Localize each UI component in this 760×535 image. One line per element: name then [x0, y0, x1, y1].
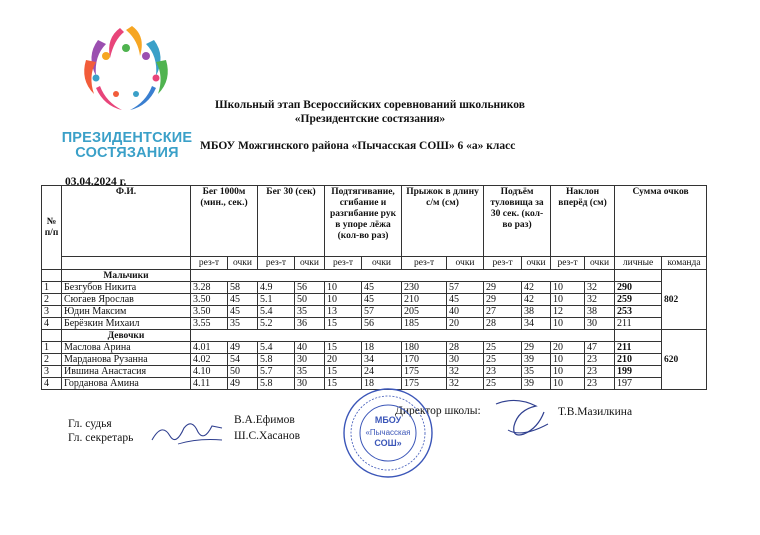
cell: 10 [551, 354, 585, 366]
cell: 5.1 [258, 294, 295, 306]
row-name: Марданова Рузанна [62, 354, 191, 366]
subheader-pts: очки [362, 257, 402, 270]
logo-line-2: СОСТЯЗАНИЯ [75, 145, 179, 161]
cell: 175 [402, 378, 447, 390]
group-label: Мальчики [62, 270, 191, 282]
cell: 45 [362, 282, 402, 294]
cell: 20 [551, 342, 585, 354]
group-label: Девочки [62, 330, 191, 342]
group-cell-blank [42, 270, 62, 282]
cell: 20 [325, 354, 362, 366]
cell: 40 [447, 306, 484, 318]
subheader-pts: очки [447, 257, 484, 270]
cell: 30 [585, 318, 615, 330]
cell: 39 [522, 354, 551, 366]
cell: 3.28 [191, 282, 228, 294]
cell: 32 [585, 294, 615, 306]
title-line-1: Школьный этап Всероссийских соревнований школьников [215, 99, 525, 111]
cell: 30 [295, 378, 325, 390]
cell: 28 [484, 318, 522, 330]
cell: 34 [362, 354, 402, 366]
director-label: Директор школы: [395, 405, 481, 417]
header-situp: Подъём туловища за 30 сек. (кол-во раз) [484, 186, 551, 257]
cell: 23 [585, 354, 615, 366]
subheader-pts: очки [585, 257, 615, 270]
cell: 3.50 [191, 306, 228, 318]
row-num: 2 [42, 354, 62, 366]
cell: 30 [295, 354, 325, 366]
cell: 10 [325, 294, 362, 306]
cell: 56 [362, 318, 402, 330]
cell: 32 [447, 366, 484, 378]
cell: 49 [228, 378, 258, 390]
row-num: 2 [42, 294, 62, 306]
subheader-pts: очки [228, 257, 258, 270]
cell: 58 [228, 282, 258, 294]
cell: 180 [402, 342, 447, 354]
cell: 10 [551, 294, 585, 306]
group-row-boys [42, 270, 707, 282]
cell: 5.2 [258, 318, 295, 330]
cell: 10 [551, 366, 585, 378]
cell: 170 [402, 354, 447, 366]
subheader-res: рез-т [258, 257, 295, 270]
cell: 5.8 [258, 378, 295, 390]
cell: 18 [362, 378, 402, 390]
judge-name: В.А.Ефимов [234, 414, 295, 426]
subheader-blank [62, 257, 191, 270]
subheader-pts: очки [522, 257, 551, 270]
stamp-line-2: «Пычасская [365, 428, 411, 437]
cell: 28 [447, 342, 484, 354]
cell: 35 [295, 366, 325, 378]
row-name: Ившина Анастасия [62, 366, 191, 378]
subheader-res: рез-т [551, 257, 585, 270]
group-cell-blank [42, 330, 62, 342]
judge-label: Гл. судья [68, 418, 112, 430]
secretary-label: Гл. секретарь [68, 432, 134, 444]
team-total: 620 [662, 330, 707, 390]
cell: 40 [295, 342, 325, 354]
cell: 57 [447, 282, 484, 294]
school-stamp [342, 387, 434, 479]
cell: 32 [585, 282, 615, 294]
row-num: 4 [42, 318, 62, 330]
table-row [42, 354, 707, 366]
cell: 10 [551, 282, 585, 294]
cell: 38 [522, 306, 551, 318]
cell: 54 [228, 354, 258, 366]
group-cell-blank [615, 270, 662, 282]
cell: 42 [522, 294, 551, 306]
cell: 4.9 [258, 282, 295, 294]
cell: 210 [402, 294, 447, 306]
row-num: 1 [42, 282, 62, 294]
header-name: Ф.И. [62, 186, 191, 257]
school-title: МБОУ Можгинского района «Пычасская СОШ» 6 «а» класс [200, 140, 516, 152]
personal-sum: 211 [615, 318, 662, 330]
subheader-row [42, 257, 707, 270]
date: 03.04.2024 г. [65, 176, 127, 188]
cell: 47 [585, 342, 615, 354]
group-cell-blank [191, 330, 615, 342]
logo-line-1: ПРЕЗИДЕНТСКИЕ [61, 130, 193, 146]
cell: 57 [362, 306, 402, 318]
cell: 32 [447, 378, 484, 390]
cell: 29 [522, 342, 551, 354]
cell: 30 [447, 354, 484, 366]
director-name: Т.В.Мазилкина [558, 406, 633, 418]
cell: 5.8 [258, 354, 295, 366]
cell: 3.55 [191, 318, 228, 330]
header-jump: Прыжок в длину с/м (см) [402, 186, 484, 257]
subheader-pts: очки [295, 257, 325, 270]
group-row-girls [42, 330, 707, 342]
header-row [42, 186, 707, 257]
cell: 45 [447, 294, 484, 306]
cell: 4.10 [191, 366, 228, 378]
cell: 35 [228, 318, 258, 330]
cell: 3.50 [191, 294, 228, 306]
cell: 15 [325, 318, 362, 330]
cell: 42 [522, 282, 551, 294]
secretary-name: Ш.С.Хасанов [234, 430, 301, 442]
judge-signature [148, 418, 228, 448]
cell: 35 [522, 366, 551, 378]
cell: 39 [522, 378, 551, 390]
cell: 45 [228, 306, 258, 318]
cell: 10 [551, 318, 585, 330]
cell: 35 [295, 306, 325, 318]
cell: 12 [551, 306, 585, 318]
row-name: Берёзкин Михаил [62, 318, 191, 330]
table-row [42, 366, 707, 378]
stamp-line-3: СОШ» [374, 438, 402, 448]
header-run-1000: Бег 1000м (мин., сек.) [191, 186, 258, 257]
cell: 15 [325, 366, 362, 378]
subheader-res: рез-т [484, 257, 522, 270]
table-row [42, 318, 707, 330]
cell: 175 [402, 366, 447, 378]
personal-sum: 253 [615, 306, 662, 318]
row-name: Маслова Арина [62, 342, 191, 354]
personal-sum: 197 [615, 378, 662, 390]
cell: 15 [325, 342, 362, 354]
cell: 29 [484, 294, 522, 306]
cell: 24 [362, 366, 402, 378]
header-sum: Сумма очков [615, 186, 707, 257]
cell: 45 [228, 294, 258, 306]
competition-title [200, 98, 540, 126]
cell: 56 [295, 282, 325, 294]
group-cell-blank [191, 270, 615, 282]
cell: 25 [484, 342, 522, 354]
cell: 5.7 [258, 366, 295, 378]
subheader-res: рез-т [402, 257, 447, 270]
results-table [41, 185, 707, 390]
subheader-personal: личные [615, 257, 662, 270]
cell: 25 [484, 378, 522, 390]
title-line-2: «Президентские состязания» [294, 113, 446, 125]
row-num: 4 [42, 378, 62, 390]
cell: 5.4 [258, 342, 295, 354]
personal-sum: 259 [615, 294, 662, 306]
row-name: Горданова Амина [62, 378, 191, 390]
personal-sum: 199 [615, 366, 662, 378]
cell: 49 [228, 342, 258, 354]
subheader-res: рез-т [325, 257, 362, 270]
row-name: Юдин Максим [62, 306, 191, 318]
logo-text [52, 131, 202, 161]
personal-sum: 211 [615, 342, 662, 354]
header-run-30: Бег 30 (сек) [258, 186, 325, 257]
table-row [42, 294, 707, 306]
cell: 4.01 [191, 342, 228, 354]
cell: 20 [447, 318, 484, 330]
cell: 23 [585, 366, 615, 378]
stamp-line-1: МБОУ [374, 415, 402, 425]
cell: 230 [402, 282, 447, 294]
team-total: 802 [662, 270, 707, 330]
cell: 18 [362, 342, 402, 354]
cell: 50 [228, 366, 258, 378]
subheader-team: команда [662, 257, 707, 270]
header-num: № п/п [42, 186, 62, 270]
header-pullup: Подтягивание, сгибание и разгибание рук в упоре лёжа (кол-во раз) [325, 186, 402, 257]
cell: 27 [484, 306, 522, 318]
cell: 15 [325, 378, 362, 390]
director-signature [488, 394, 558, 442]
personal-sum: 210 [615, 354, 662, 366]
subheader-res: рез-т [191, 257, 228, 270]
cell: 185 [402, 318, 447, 330]
group-cell-blank [615, 330, 662, 342]
row-name: Безгубов Никита [62, 282, 191, 294]
header-bend: Наклон вперёд (см) [551, 186, 615, 257]
cell: 50 [295, 294, 325, 306]
row-num: 3 [42, 366, 62, 378]
cell: 45 [362, 294, 402, 306]
row-num: 1 [42, 342, 62, 354]
cell: 205 [402, 306, 447, 318]
personal-sum: 290 [615, 282, 662, 294]
cell: 25 [484, 354, 522, 366]
table-row [42, 306, 707, 318]
cell: 10 [551, 378, 585, 390]
row-num: 3 [42, 306, 62, 318]
cell: 4.11 [191, 378, 228, 390]
cell: 23 [585, 378, 615, 390]
cell: 4.02 [191, 354, 228, 366]
table-row [42, 342, 707, 354]
cell: 38 [585, 306, 615, 318]
cell: 10 [325, 282, 362, 294]
cell: 5.4 [258, 306, 295, 318]
row-name: Сюгаев Ярослав [62, 294, 191, 306]
table-row [42, 282, 707, 294]
cell: 23 [484, 366, 522, 378]
cell: 34 [522, 318, 551, 330]
cell: 36 [295, 318, 325, 330]
cell: 13 [325, 306, 362, 318]
cell: 29 [484, 282, 522, 294]
